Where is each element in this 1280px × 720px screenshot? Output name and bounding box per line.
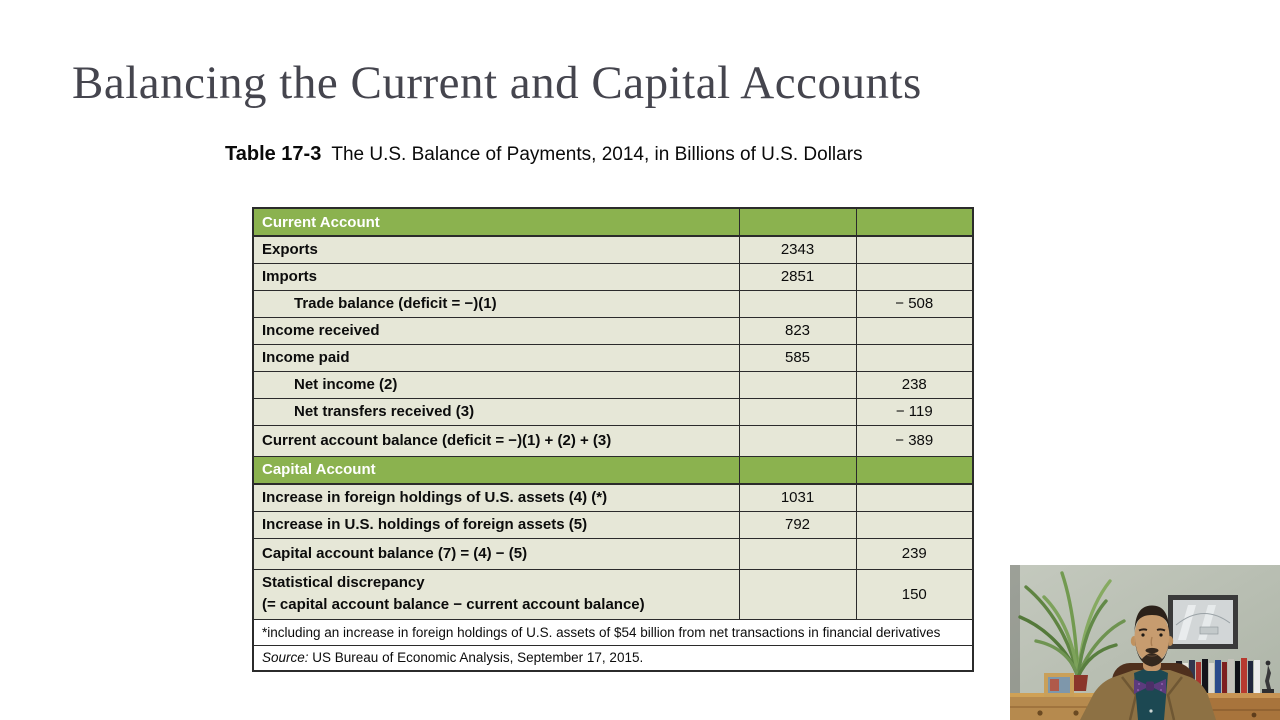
- value-cell-col1: 1031: [739, 484, 856, 511]
- table-caption-number: Table 17-3: [225, 143, 322, 165]
- table-caption-text: The U.S. Balance of Payments, 2014, in Billions of U.S. Dollars: [331, 144, 863, 165]
- value-cell-col2: − 508: [856, 290, 973, 317]
- row-label-cell: Current account balance (deficit = −)(1) + (2) + (3): [253, 425, 739, 456]
- value-cell-col2: − 119: [856, 398, 973, 425]
- wall-picture-frame: [1168, 595, 1238, 649]
- row-label-cell: Imports: [253, 263, 739, 290]
- table-row: [253, 456, 973, 484]
- value-cell-col2: [856, 263, 973, 290]
- table-row: [253, 619, 973, 645]
- empty-cell: [856, 456, 973, 484]
- table-row: [253, 398, 973, 425]
- table-row: [253, 484, 973, 511]
- value-cell-col2: [856, 236, 973, 263]
- section-header-cell: Capital Account: [253, 456, 739, 484]
- row-label-cell: Net transfers received (3): [253, 398, 739, 425]
- section-header-cell: Current Account: [253, 208, 739, 236]
- table-row: [253, 317, 973, 344]
- table-row: [253, 208, 973, 236]
- row-label-cell: Capital account balance (7) = (4) − (5): [253, 538, 739, 569]
- table-row: [253, 538, 973, 569]
- row-label-cell: Statistical discrepancy (= capital account balance − current account balance): [253, 569, 739, 619]
- table-row: [253, 645, 973, 671]
- value-cell-col1: 2343: [739, 236, 856, 263]
- balance-of-payments-table: [252, 207, 974, 672]
- table-caption: [225, 140, 1003, 169]
- value-cell-col1: [739, 538, 856, 569]
- value-cell-col2: 239: [856, 538, 973, 569]
- row-label-cell: Increase in U.S. holdings of foreign assets (5): [253, 511, 739, 538]
- row-label-cell: Exports: [253, 236, 739, 263]
- value-cell-col2: [856, 511, 973, 538]
- table-row: [253, 263, 973, 290]
- value-cell-col1: 585: [739, 344, 856, 371]
- table-body: [253, 208, 973, 671]
- table-row: [253, 425, 973, 456]
- row-label-cell: Net income (2): [253, 371, 739, 398]
- empty-cell: [856, 208, 973, 236]
- value-cell-col1: [739, 569, 856, 619]
- value-cell-col1: [739, 371, 856, 398]
- value-cell-col1: 2851: [739, 263, 856, 290]
- table-row: [253, 236, 973, 263]
- value-cell-col1: [739, 290, 856, 317]
- presenter-webcam-overlay: [1010, 565, 1280, 720]
- value-cell-col2: [856, 484, 973, 511]
- row-label-cell: Income paid: [253, 344, 739, 371]
- desk-photo-frame: [1044, 673, 1074, 697]
- value-cell-col2: − 389: [856, 425, 973, 456]
- value-cell-col2: 238: [856, 371, 973, 398]
- table-row: [253, 569, 973, 619]
- table-row: [253, 290, 973, 317]
- value-cell-col1: 823: [739, 317, 856, 344]
- value-cell-col2: 150: [856, 569, 973, 619]
- value-cell-col2: [856, 344, 973, 371]
- table-row: [253, 511, 973, 538]
- row-label-cell: Income received: [253, 317, 739, 344]
- row-label-cell: Trade balance (deficit = −)(1): [253, 290, 739, 317]
- value-cell-col1: [739, 425, 856, 456]
- table-row: [253, 344, 973, 371]
- empty-cell: [739, 456, 856, 484]
- value-cell-col1: [739, 398, 856, 425]
- table-row: [253, 371, 973, 398]
- footnote-cell: *including an increase in foreign holdings of U.S. assets of $54 billion from net transactions in financial derivatives: [253, 619, 973, 645]
- value-cell-col1: 792: [739, 511, 856, 538]
- slide-title: Balancing the Current and Capital Accounts: [72, 57, 922, 109]
- value-cell-col2: [856, 317, 973, 344]
- source-cell: Source: US Bureau of Economic Analysis, September 17, 2015.: [253, 645, 973, 671]
- row-label-cell: Increase in foreign holdings of U.S. assets (4) (*): [253, 484, 739, 511]
- empty-cell: [739, 208, 856, 236]
